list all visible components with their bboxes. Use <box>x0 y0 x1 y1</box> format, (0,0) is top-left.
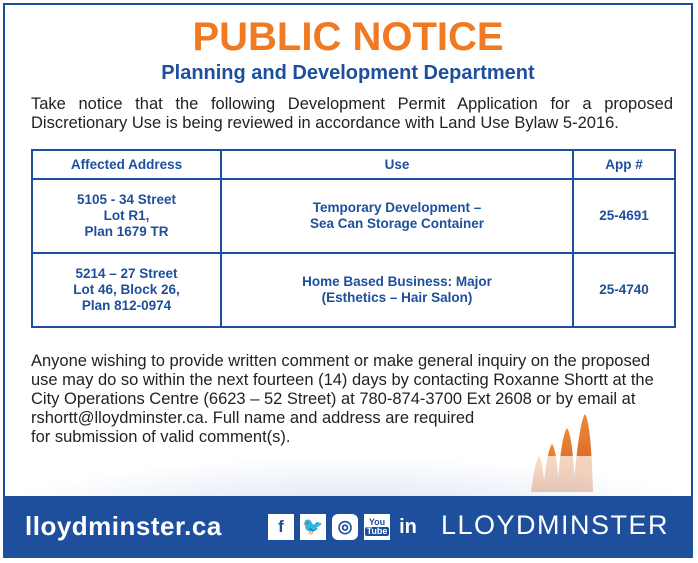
address-cell <box>32 179 221 253</box>
youtube-tube-text: Tube <box>366 526 388 536</box>
address-line: 5105 - 34 Street <box>76 192 177 207</box>
comment-line: use may do so within the next fourteen (14) days by contacting Roxanne Shortt at the <box>31 371 654 389</box>
address-line: 5214 – 27 Street <box>75 266 178 281</box>
twitter-icon[interactable]: 🐦 <box>300 514 326 540</box>
app-number-cell: 25-4740 <box>573 253 675 327</box>
table-header-row <box>32 150 675 179</box>
brand-wordmark: LLOYDMINSTER <box>440 510 669 540</box>
use-cell <box>221 253 573 327</box>
youtube-icon[interactable] <box>364 514 390 540</box>
app-number-cell: 25-4691 <box>573 179 675 253</box>
youtube-you-text: You <box>368 517 386 527</box>
notice-title: PUBLIC NOTICE <box>192 15 504 59</box>
department-name: Planning and Development Department <box>161 62 535 84</box>
table-row <box>32 253 675 327</box>
table-row <box>32 179 675 253</box>
use-cell <box>221 179 573 253</box>
use-line: Temporary Development – <box>312 200 482 215</box>
comment-line: City Operations Centre (6623 – 52 Street) at 780-874-3700 Ext 2608 or by email at <box>31 390 636 408</box>
comment-line: rshortt@lloydminster.ca. Full name and address are required <box>31 409 475 427</box>
comment-line: for submission of valid comment(s). <box>31 428 291 446</box>
instagram-icon[interactable]: ◎ <box>332 514 358 540</box>
public-notice-ad <box>3 3 693 558</box>
permit-table <box>31 149 676 328</box>
address-line: Lot 46, Block 26, <box>73 282 180 297</box>
intro-paragraph: Take notice that the following Development Permit Application for a proposed Discretionary Use is being reviewed in accordance with Land Use Bylaw 5-2016. <box>31 95 673 132</box>
header-affected-address: Affected Address <box>32 150 221 179</box>
website-link[interactable]: lloydminster.ca <box>25 511 222 541</box>
footer-bar <box>5 496 691 556</box>
use-line: Sea Can Storage Container <box>309 216 485 231</box>
address-line: Plan 812-0974 <box>81 298 172 313</box>
use-line: (Esthetics – Hair Salon) <box>321 290 473 305</box>
address-line: Lot R1, <box>103 208 150 223</box>
address-line: Plan 1679 TR <box>84 224 169 239</box>
header-app-number: App # <box>573 150 675 179</box>
comment-line: Anyone wishing to provide written comment or make general inquiry on the proposed <box>31 352 651 370</box>
use-line: Home Based Business: Major <box>302 274 492 289</box>
address-cell <box>32 253 221 327</box>
facebook-icon[interactable]: f <box>268 514 294 540</box>
header-use: Use <box>221 150 573 179</box>
linkedin-icon[interactable]: in <box>399 515 417 538</box>
social-icons <box>268 514 420 540</box>
